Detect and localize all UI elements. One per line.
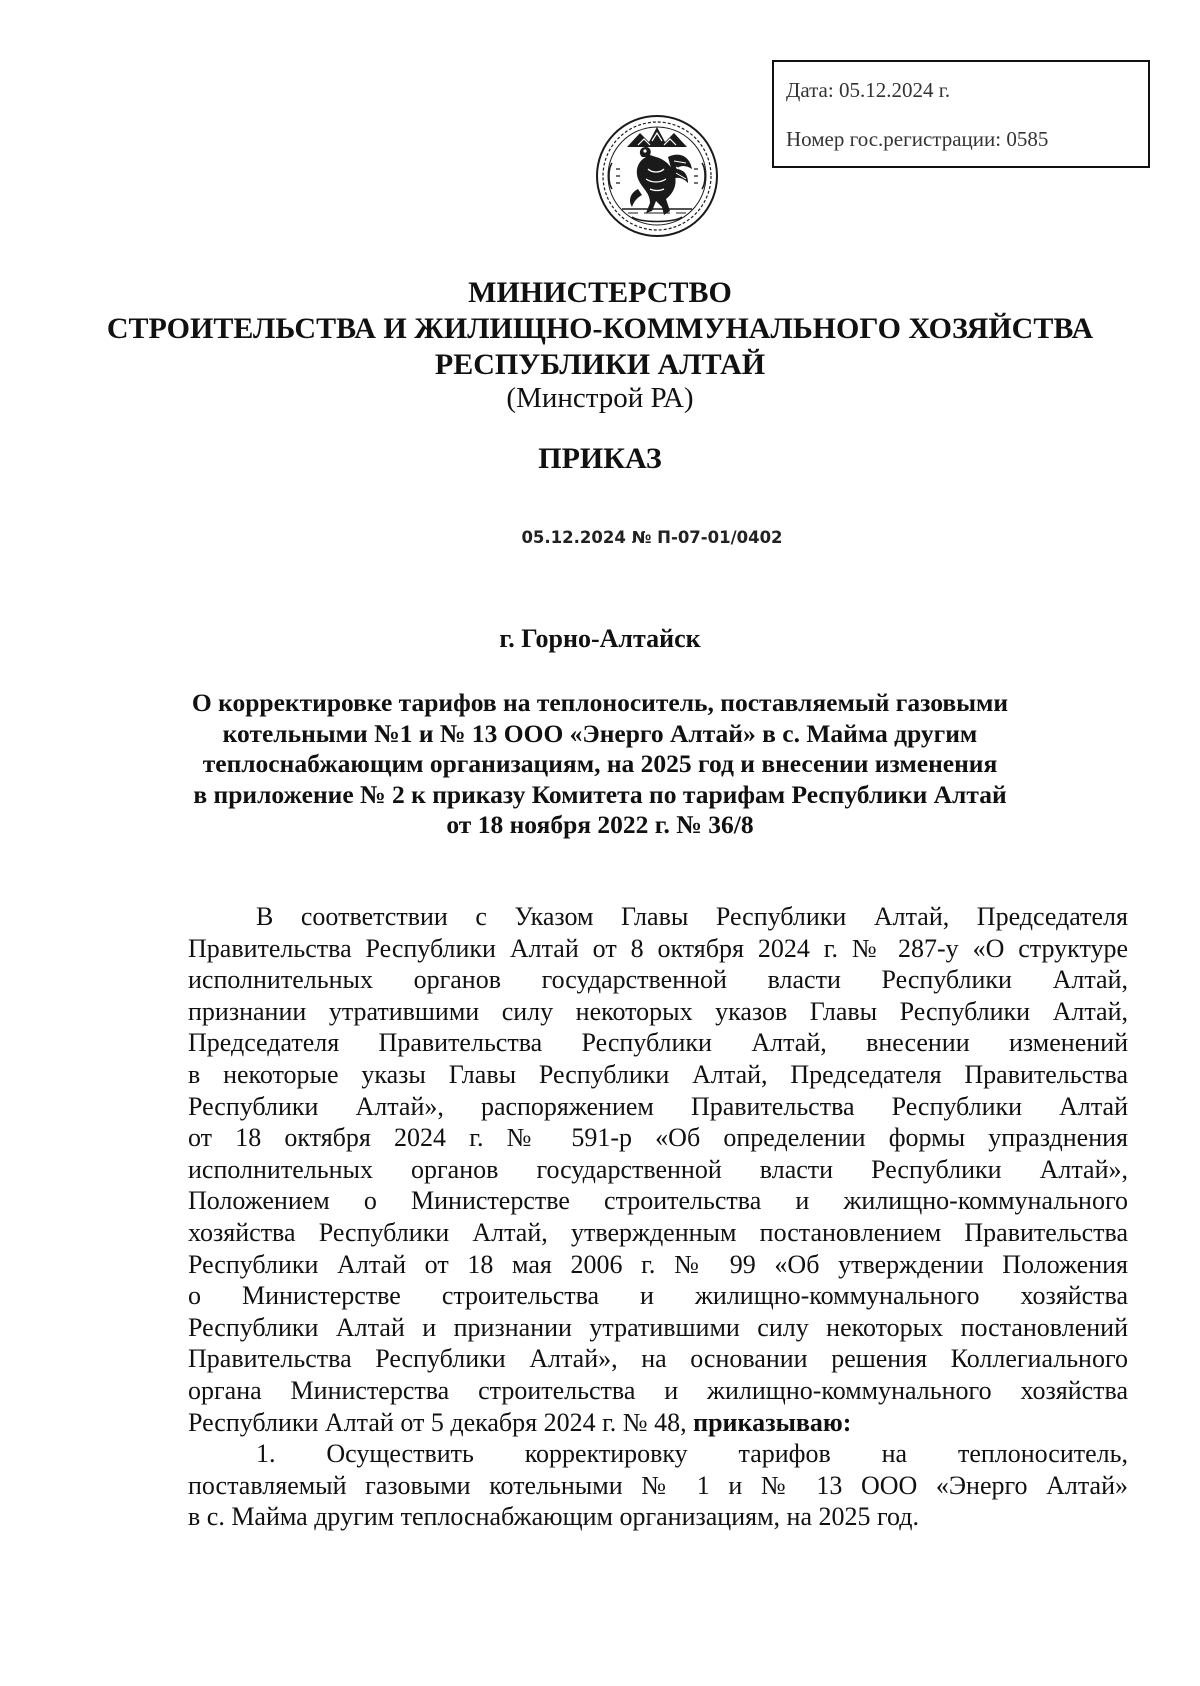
order-directive: приказываю: <box>693 1407 852 1437</box>
order-subject <box>0 688 1200 841</box>
preamble-line: Правительства Республики Алтай», на основании решения Коллегиального <box>188 1344 1128 1374</box>
preamble-line: Правительства Республики Алтай от 8 октября 2024 г. № 287-у «О структуре <box>188 933 1128 963</box>
ministry-name <box>0 275 1200 383</box>
registration-number: Номер гос.регистрации: 0585 <box>786 127 1049 151</box>
preamble-line: исполнительных органов государственной власти Республики Алтай», <box>188 1154 1128 1184</box>
preamble-line: Положением о Министерстве строительства и жилищно-коммунального <box>188 1186 1128 1216</box>
preamble-line: от 18 октября 2024 г. № 591-р «Об определении формы упразднения <box>188 1123 1128 1153</box>
issuing-city: г. Горно-Алтайск <box>499 624 701 653</box>
subject-line: О корректировке тарифов на теплоноситель, поставляемый газовыми <box>191 688 1009 717</box>
subject-line: котельными №1 и № 13 ООО «Энерго Алтай» в с. Майма другим <box>222 718 978 748</box>
item-1-line: поставляемый газовыми котельными № 1 и № 13 ООО «Энерго Алтай» <box>188 1470 1128 1500</box>
ministry-name-line-3: РЕСПУБЛИКИ АЛТАЙ <box>434 348 766 381</box>
ministry-name-line-1: МИНИСТЕРСТВО <box>468 276 732 309</box>
preamble-line: признании утратившими силу некоторых указов Главы Республики Алтай, <box>188 996 1128 1026</box>
ministry-abbreviation: (Минстрой РА) <box>506 382 694 414</box>
preamble-line: В соответствии с Указом Главы Республики Алтай, Председателя <box>256 902 1128 931</box>
republic-altai-coat-of-arms-icon <box>594 113 720 239</box>
preamble-line: в некоторые указы Главы Республики Алтай, Председателя Правительства <box>188 1059 1128 1089</box>
preamble-line: исполнительных органов государственной власти Республики Алтай, <box>188 965 1128 995</box>
preamble-final-text: Республики Алтай от 5 декабря 2024 г. № 48, <box>188 1407 694 1437</box>
preamble-line: хозяйства Республики Алтай, утвержденным постановлением Правительства <box>188 1217 1128 1247</box>
preamble-line: о Министерстве строительства и жилищно-коммунального хозяйства <box>188 1281 1128 1311</box>
preamble-line: Председателя Правительства Республики Алтай, внесении изменений <box>188 1028 1128 1058</box>
preamble-line: органа Министерства строительства и жилищно-коммунального хозяйства <box>188 1375 1128 1405</box>
subject-line: в приложение № 2 к приказу Комитета по тарифам Республики Алтай <box>193 779 1007 809</box>
preamble-line: Республики Алтай от 18 мая 2006 г. № 99 «Об утверждении Положения <box>188 1249 1128 1279</box>
preamble-line: Республики Алтай», распоряжением Правительства Республики Алтай <box>188 1091 1128 1121</box>
order-date-number: 05.12.2024 № П-07-01/0402 <box>521 528 783 547</box>
document-type-title: ПРИКАЗ <box>538 442 662 475</box>
subject-line: теплоснабжающим организациям, на 2025 год и внесении изменения <box>202 749 998 778</box>
preamble-line: Республики Алтай и признании утратившими силу некоторых постановлений <box>188 1312 1128 1342</box>
ministry-name-line-2: СТРОИТЕЛЬСТВА И ЖИЛИЩНО-КОММУНАЛЬНОГО ХОЗЯЙСТВА <box>106 312 1094 345</box>
item-1-line: в с. Майма другим теплоснабжающим организациям, на 2025 год. <box>188 1502 919 1532</box>
preamble-final-line <box>188 1407 1128 1439</box>
registration-date: Дата: 05.12.2024 г. <box>786 78 951 102</box>
item-1-line: 1. Осуществить корректировку тарифов на теплоноситель, <box>256 1439 1128 1469</box>
order-body <box>188 901 1128 1533</box>
subject-line: от 18 ноября 2022 г. № 36/8 <box>446 810 754 839</box>
registration-stamp-box <box>772 60 1150 168</box>
